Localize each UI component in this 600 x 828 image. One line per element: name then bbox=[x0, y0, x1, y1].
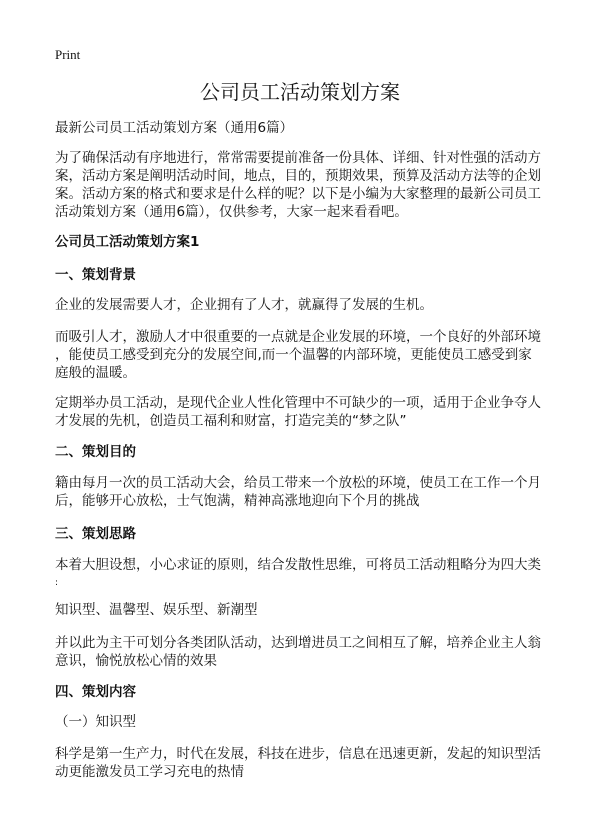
paragraph bbox=[55, 601, 555, 619]
text-line: 而吸引人才，激励人才中很重要的一点就是企业发展的环境，一个良好的外部环境 bbox=[55, 329, 541, 345]
section-heading: 一、策划背景 bbox=[55, 267, 136, 283]
text-line: 意识，愉悦放松心情的效果 bbox=[55, 653, 217, 669]
section-heading: 四、策划内容 bbox=[55, 684, 136, 700]
paragraph bbox=[55, 296, 555, 314]
text-line: 企业的发展需要人才，企业拥有了人才，就赢得了发展的生机。 bbox=[55, 297, 433, 313]
text-line: 后，能够开心放松，士气饱满，精神高涨地迎向下个月的挑战 bbox=[55, 493, 420, 509]
print-link[interactable]: Print bbox=[55, 47, 81, 62]
section-heading: 三、策划思路 bbox=[55, 526, 136, 542]
text-line: 知识型、温馨型、娱乐型、新潮型 bbox=[55, 602, 258, 618]
paragraph bbox=[55, 745, 555, 781]
text-line: 科学是第一生产力，时代在发展，科技在进步，信息在迅速更新，发起的知识型活 bbox=[55, 746, 541, 762]
paragraph bbox=[55, 474, 555, 510]
text-line: 定期举办员工活动，是现代企业人性化管理中不可缺少的一项，适用于企业争夺人 bbox=[55, 395, 541, 411]
text-line: 动更能激发员工学习充电的热情 bbox=[55, 764, 244, 780]
text-line: 本着大胆设想，小心求证的原则，结合发散性思维，可将员工活动粗略分为四大类 bbox=[55, 557, 541, 573]
text-line: 庭般的温暖。 bbox=[55, 365, 136, 381]
text-line: 活动策划方案（通用6篇），仅供参考，大家一起来看看吧。 bbox=[55, 204, 408, 220]
section-heading: 二、策划目的 bbox=[55, 444, 136, 460]
paragraph bbox=[55, 394, 555, 430]
subsection-heading: （一）知识型 bbox=[55, 714, 136, 730]
article-heading: 公司员工活动策划方案1 bbox=[55, 234, 200, 250]
text-line: : bbox=[55, 578, 59, 588]
text-line: 籍由每月一次的员工活动大会，给员工带来一个放松的环境，使员工在工作一个月 bbox=[55, 475, 541, 491]
text-line: 为了确保活动有序地进行，常常需要提前准备一份具体、详细、针对性强的活动方 bbox=[55, 150, 541, 166]
paragraph bbox=[55, 634, 555, 670]
text-line: 才发展的先机，创造员工福利和财富，打造完美的“梦之队” bbox=[55, 413, 407, 429]
subtitle: 最新公司员工活动策划方案（通用6篇） bbox=[55, 120, 294, 136]
text-line: 案。活动方案的格式和要求是什么样的呢？以下是小编为大家整理的最新公司员工 bbox=[55, 186, 541, 202]
text-line: 并以此为主干可划分各类团队活动，达到增进员工之间相互了解，培养企业主人翁 bbox=[55, 635, 541, 651]
intro-paragraph bbox=[55, 149, 555, 221]
text-line: ，能使员工感受到充分的发展空间,而一个温馨的内部环境，更能使员工感受到家 bbox=[55, 347, 532, 363]
text-line: 案，活动方案是阐明活动时间，地点，目的，预期效果，预算及活动方法等的企划 bbox=[55, 168, 541, 184]
paragraph bbox=[55, 328, 555, 382]
paragraph bbox=[55, 556, 555, 592]
page-title: 公司员工活动策划方案 bbox=[200, 80, 400, 104]
